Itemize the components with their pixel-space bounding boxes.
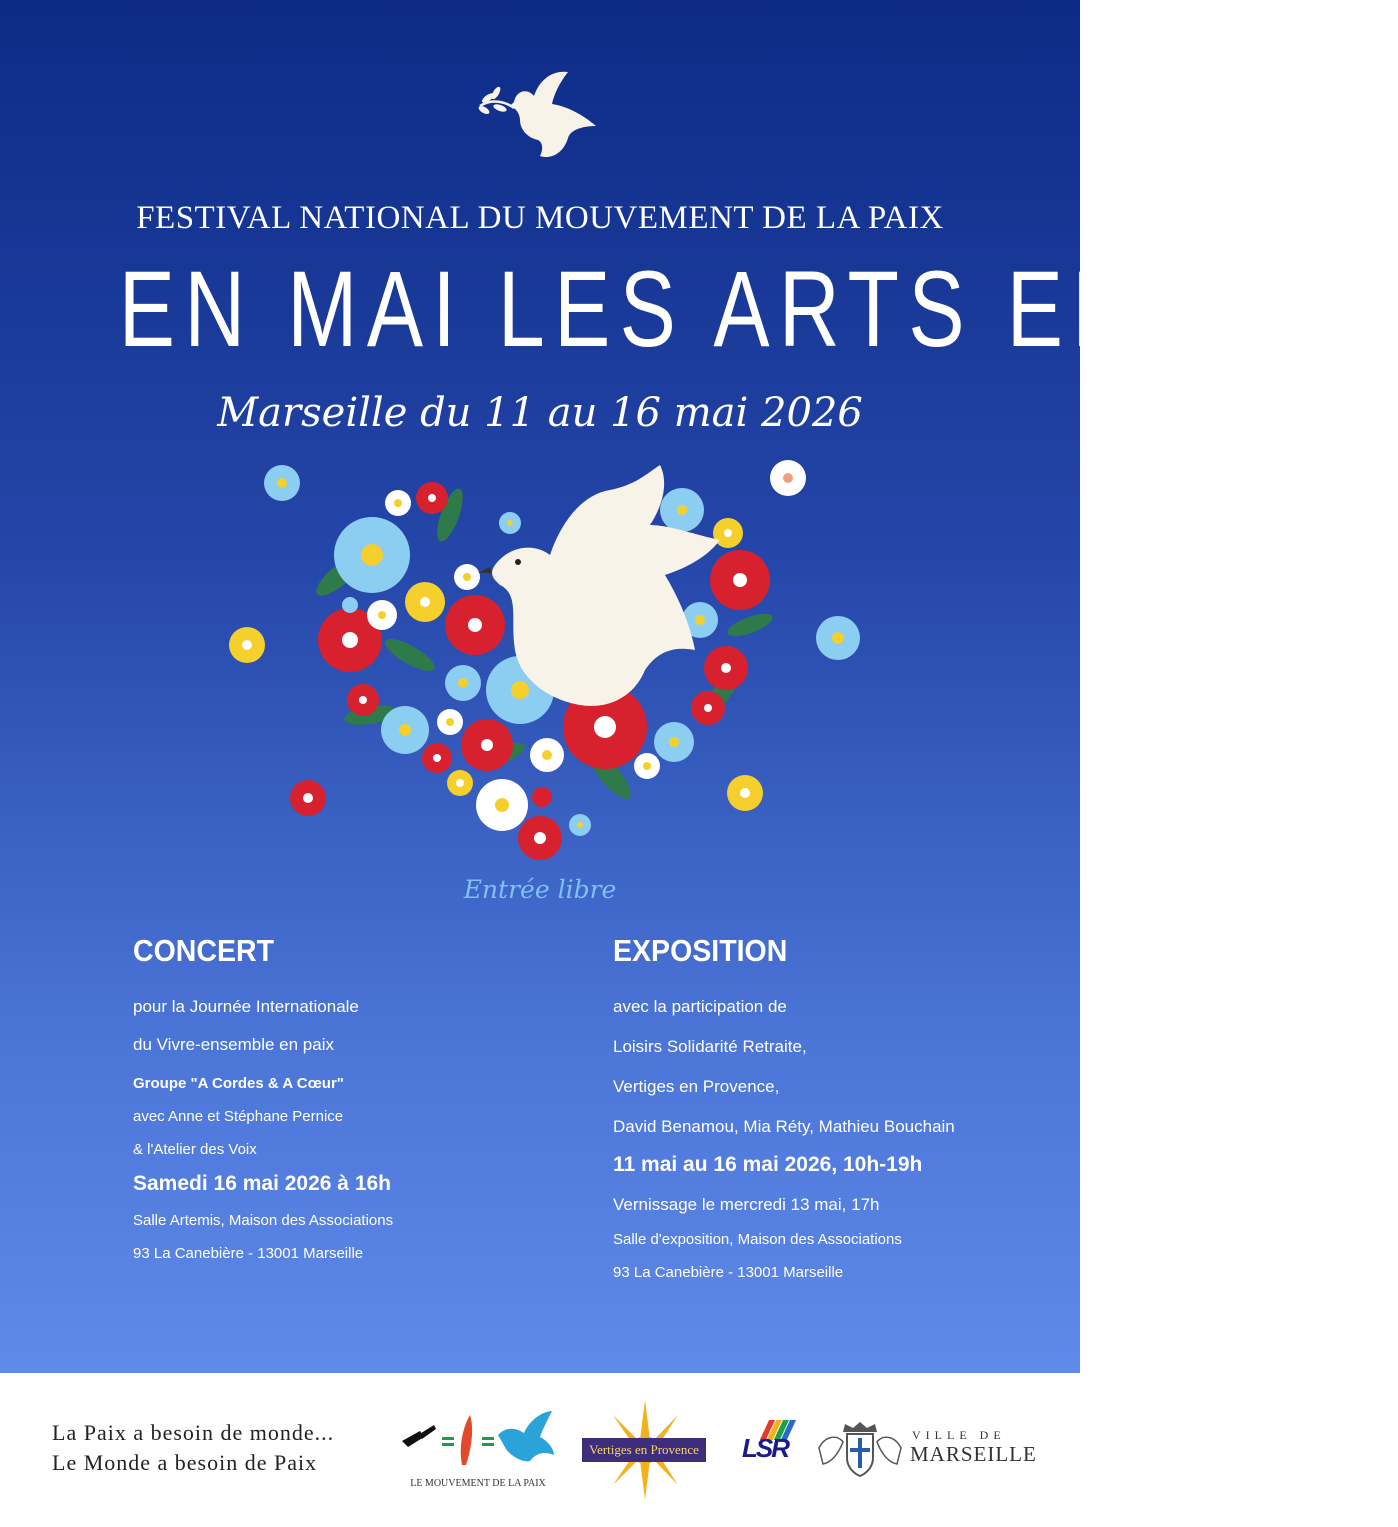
dove-with-olive-branch-icon xyxy=(470,68,600,164)
vertiges-en-provence-label: Vertiges en Provence xyxy=(582,1438,706,1462)
concert-line: du Vivre-ensemble en paix xyxy=(133,1035,334,1054)
concert-address: 93 La Canebière - 13001 Marseille xyxy=(133,1245,364,1262)
slogan-line: La Paix a besoin de monde... xyxy=(52,1420,335,1445)
concert-line: avec Anne et Stéphane Pernice xyxy=(133,1108,344,1125)
exposition-line: Loisirs Solidarité Retraite, xyxy=(613,1037,807,1056)
concert-line: pour la Journée Internationale xyxy=(133,997,359,1016)
marseille-label: MARSEILLE xyxy=(910,1442,1037,1466)
exposition-dates: 11 mai au 16 mai 2026, 10h-19h xyxy=(613,1153,923,1176)
exposition-address: 93 La Canebière - 13001 Marseille xyxy=(613,1264,844,1281)
concert-section xyxy=(133,933,553,1262)
footer-slogan xyxy=(52,1418,334,1478)
concert-venue: Salle Artemis, Maison des Associations xyxy=(133,1212,394,1229)
exposition-venue: Salle d'exposition, Maison des Associations xyxy=(613,1231,902,1248)
exposition-line: Vertiges en Provence, xyxy=(613,1077,780,1096)
ville-de-label: VILLE DE xyxy=(912,1428,1006,1442)
concert-line: & l'Atelier des Voix xyxy=(133,1141,257,1158)
lsr-label: LSR xyxy=(742,1433,788,1463)
exposition-vernissage: Vernissage le mercredi 13 mai, 17h xyxy=(613,1195,880,1214)
festival-pretitle: FESTIVAL NATIONAL DU MOUVEMENT DE LA PAIX xyxy=(136,200,944,236)
heart-of-flowers-with-dove xyxy=(250,455,880,875)
exposition-title: EXPOSITION xyxy=(613,933,788,968)
mouvement-de-la-paix-label: LE MOUVEMENT DE LA PAIX xyxy=(410,1478,546,1489)
concert-group: Groupe "A Cordes & A Cœur" xyxy=(133,1075,344,1092)
concert-date: Samedi 16 mai 2026 à 16h xyxy=(133,1172,391,1195)
dates-subtitle: Marseille du 11 au 16 mai 2026 xyxy=(217,390,863,436)
exposition-line: avec la participation de xyxy=(613,997,787,1016)
ville-de-marseille-logo xyxy=(815,1418,905,1480)
exposition-line: David Benamou, Mia Réty, Mathieu Bouchain xyxy=(613,1117,955,1136)
main-title: EN MAI LES ARTS EN PAIX xyxy=(118,248,1398,369)
concert-title: CONCERT xyxy=(133,933,275,968)
slogan-line: Le Monde a besoin de Paix xyxy=(52,1450,318,1475)
entree-libre: Entrée libre xyxy=(463,875,617,904)
exposition-section xyxy=(613,933,1053,1281)
